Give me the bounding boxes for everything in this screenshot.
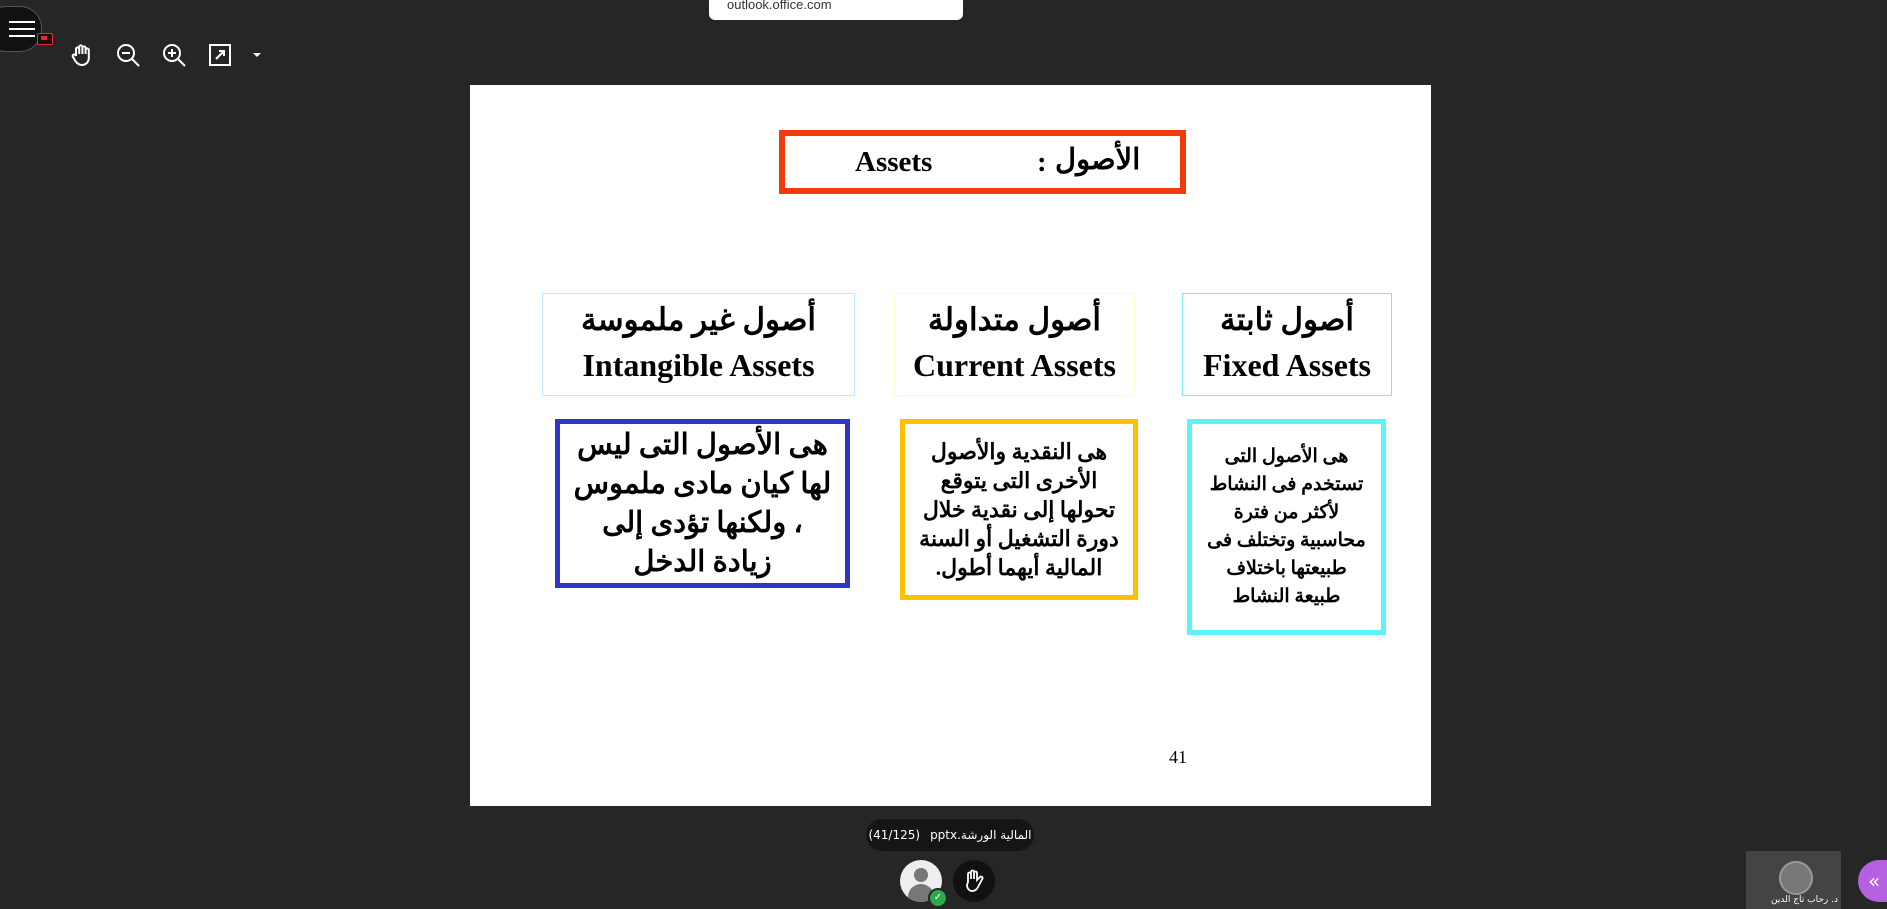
zoom-out-icon[interactable]	[112, 40, 144, 70]
menu-line	[9, 21, 35, 23]
heading-arabic: أصول ثابتة	[1220, 302, 1354, 337]
intangible-assets-description	[555, 419, 850, 588]
heading-english: Current Assets	[913, 347, 1116, 383]
recording-icon	[37, 33, 53, 45]
description-text: هى الأصول التى تستخدم فى النشاط لأكثر من فترة محاسبية وتختلف فى طبيعتها باختلاف طبيعة النشاط	[1207, 446, 1366, 607]
slide-title-arabic: الأصول	[1055, 144, 1141, 176]
menu-line	[9, 28, 35, 30]
hand-icon[interactable]	[66, 40, 98, 70]
check-icon: ✓	[928, 888, 948, 908]
fixed-assets-description	[1187, 419, 1386, 635]
raise-hand-icon	[962, 868, 986, 894]
current-assets-heading	[894, 293, 1135, 396]
open-panel-button[interactable]	[1858, 860, 1887, 902]
url-tooltip	[709, 0, 963, 20]
caret-down-icon[interactable]	[250, 40, 264, 70]
raise-hand-button[interactable]	[953, 860, 995, 902]
slide-page-number: 41	[1169, 747, 1187, 767]
intangible-assets-heading	[542, 293, 855, 396]
description-text: هى النقدية والأصول الأخرى التى يتوقع تحولها إلى نقدية خلال دورة التشغيل أو السنة المالية أيهما أطول.	[919, 439, 1119, 580]
url-text: outlook.office.com	[727, 0, 832, 12]
file-name: المالية الورشة.pptx	[930, 828, 1032, 842]
slide-position: (41/125)	[868, 828, 921, 842]
slide-title-colon: :	[1037, 146, 1047, 178]
double-chevron-left-icon: «	[1868, 869, 1881, 893]
menu-line	[9, 35, 35, 37]
slide-title-box	[779, 130, 1186, 194]
heading-english: Fixed Assets	[1203, 347, 1371, 383]
presentation-slide	[470, 85, 1431, 806]
heading-arabic: أصول غير ملموسة	[580, 302, 817, 337]
slide-status-pill	[866, 819, 1034, 851]
participant-name: د. رحاب تاج الدين	[1771, 895, 1838, 905]
fixed-assets-heading	[1182, 293, 1392, 396]
slide-title-english: Assets	[855, 146, 933, 178]
heading-arabic: أصول متداولة	[927, 302, 1102, 337]
user-icon	[914, 868, 928, 882]
description-text: هى الأصول التى ليس لها كيان مادى ملموس ، ولكنها تؤدى إلى زيادة الدخل	[573, 428, 832, 578]
participant-avatar	[1779, 861, 1813, 895]
viewer-toolbar	[66, 40, 264, 70]
heading-english: Intangible Assets	[582, 347, 815, 383]
zoom-in-icon[interactable]	[158, 40, 190, 70]
main-menu-button[interactable]	[0, 6, 42, 52]
current-assets-description	[900, 419, 1138, 600]
fit-screen-icon[interactable]	[204, 40, 236, 70]
participant-tile[interactable]	[1746, 851, 1841, 909]
